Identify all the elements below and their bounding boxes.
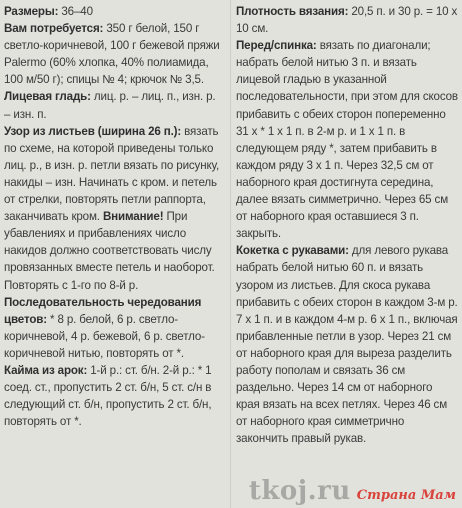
leaf-pattern-text: вязать по схеме, на которой приведены только лиц. р., в изн. р. петли вязать по рисунку, накиды – изн. Начинать с кром. и петель от стрелки, повторять петли раппорта, заканчивать кром. [4,124,220,224]
arch-edge-text: 1-й р.: ст. б/н. 2-й р.: * 1 соед. ст., пропустить 2 ст. б/н, 5 ст. с/н в следующий ст. б/н, пропустить 2 ст. б/н, повторять от *. [4,363,212,429]
leaf-pattern-paragraph [4,123,224,294]
watermark-site: tkoj.ru [248,476,351,506]
gauge-label: Плотность вязания: [236,5,349,18]
gauge-text: 20,5 п. и 30 р. = 10 х 10 см. [236,5,458,36]
front-back-paragraph [236,37,458,242]
sizes-text: 36–40 [58,5,93,18]
leaf-pattern-label: Узор из листьев (ширина 26 п.): [4,124,182,138]
attention-text: При убавлениях и прибавлениях число накидов должно соответствовать числу провязанных вместе петель и наоборот. Повторять с 1-го по 8-й р. [4,210,215,292]
materials-label: Вам потребуется: [4,22,104,36]
stockinette-text: лиц. р. – лиц. п., изн. р. – изн. п. [4,90,216,121]
sizes-paragraph [4,3,224,20]
column-divider [230,0,231,508]
arch-edge-paragraph [4,362,224,430]
sizes-label: Размеры: [4,5,59,18]
materials-text: 350 г белой, 150 г светло-коричневой, 100 г бежевой пряжи Palermo (60% хлопка, 40% полиамида, 100 м/50 г); спицы № 4; крючок № 3,5. [4,22,220,87]
attention-label: Внимание! [99,210,164,224]
materials-paragraph [4,20,224,88]
yoke-paragraph [236,242,458,447]
watermark [249,476,456,506]
front-back-label: Перед/спинка: [236,39,317,53]
arch-edge-label: Кайма из арок: [4,363,88,377]
gauge-paragraph [236,3,458,37]
stockinette-label: Лицевая гладь: [4,90,91,104]
yoke-label: Кокетка с рукавами: [236,244,349,258]
stockinette-paragraph [4,88,224,122]
yoke-text: для левого рукава набрать белой нитью 60 п. и вязать узором из листьев. Для скоса рукава прибавить с обеих сторон в каждом 3-м р. 7 х 1 п. и в каждом 4-м р. 6 х 1 п., включая прибавленные петли в узор. Через 21 см от наборного края для выреза разделить работу пополам и связать 36 см раздельно. Через 14 см от наборного края вязать на всех петлях. Через 46 см от наборного края симметрично закончить правый рукав. [236,244,458,446]
color-sequence-paragraph [4,294,224,362]
right-column [236,3,458,447]
left-column [4,3,224,430]
front-back-text: вязать по диагонали; набрать белой нитью 3 п. и вязать лицевой гладью в указанной последовательности, при этом для скосов прибавить с обеих сторон попеременно 31 х * 1 х 1 п. в 2-м р. и 1 х 1 п. в следующем ряду *, затем прибавить в каждом ряду 3 х 1 п. Через 32,5 см от наборного края достигнута середина, далее вязать симметрично. Через 65 см от наборного края оставшиеся 3 п. закрыть. [236,39,458,241]
color-sequence-label: Последовательность чередования цветов: [4,295,202,326]
color-sequence-text: * 8 р. белой, 6 р. светло-коричневой, 4 р. бежевой, 6 р. светло-коричневой нитью, повторять от *. [4,312,205,360]
watermark-brand: Страна Мам [356,488,456,503]
